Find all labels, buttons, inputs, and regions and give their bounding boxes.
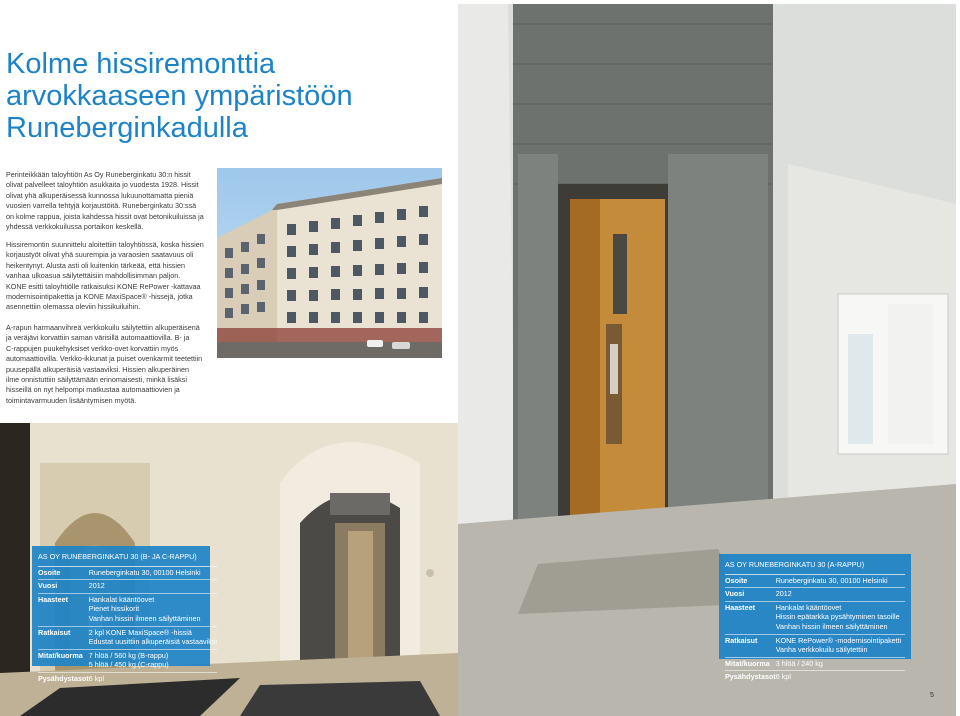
text-line: KONE esitti taloyhtiölle ratkaisuksi KONE RePower -kattavaa — [6, 281, 201, 291]
info-value-line: Vanha verkkokuilu säilytettiin — [775, 645, 868, 655]
info-row — [725, 634, 905, 657]
info-box-title: AS OY RUNEBERGINKATU 30 (B- JA C-RAPPU) — [38, 552, 197, 561]
text-line: asennettiin olemassa oleviin hissikuiluihin. — [6, 302, 141, 312]
info-row — [38, 580, 217, 594]
info-key: Haasteet — [38, 593, 89, 626]
text-line: C-rappujen puukehyksiset verkko-ovet korvattiin myös — [6, 343, 179, 353]
planning-paragraph — [6, 240, 206, 313]
info-value-line: 6 kpl — [775, 672, 791, 682]
text-line: puusepällä alkuperäisiä vastaaviksi. Hissien alkuperäinen — [6, 364, 189, 374]
page-number: 5 — [930, 692, 934, 699]
info-value — [776, 657, 905, 671]
info-row — [38, 672, 217, 685]
info-row — [725, 657, 905, 671]
info-value — [89, 649, 217, 672]
text-line: heikentynyt. Alusta asti oli kuitenkin tärkeää, että hissien — [6, 260, 185, 270]
text-line: on kolme rappua, joista kahdessa hissit ovat betonikuiluissa ja — [6, 211, 204, 221]
info-value-line: 5 hlöä / 450 kg (C-rappu) — [88, 660, 169, 670]
info-key: Vuosi — [725, 588, 776, 602]
text-line: Perinteikkään taloyhtiön As Oy Runeberginkatu 30:n hissit — [6, 170, 191, 179]
info-value-line: KONE RePower® -modernisointipaketti — [775, 635, 902, 645]
info-row — [725, 574, 905, 588]
building-photo — [217, 168, 442, 358]
title-line: Runeberginkadulla — [6, 112, 248, 144]
info-row — [725, 671, 905, 684]
info-key: Ratkaisut — [725, 634, 776, 657]
info-row — [38, 626, 217, 649]
text-line: yhdessä verkkokuilussa portaikon keskellä. — [6, 222, 144, 232]
info-value-line: Runeberginkatu 30, 00100 Helsinki — [775, 575, 888, 585]
info-table — [38, 566, 217, 686]
info-value — [776, 671, 905, 684]
info-value — [776, 634, 905, 657]
info-value-line: Hankalat kääntöovet — [88, 594, 155, 604]
info-table — [725, 574, 905, 684]
building-illustration — [217, 168, 442, 358]
text-line: korjaustyöt olivat yhä suurempia ja varaosien saatavuus oli — [6, 250, 194, 260]
info-key: Haasteet — [725, 601, 776, 634]
text-line: Hissiremontin suunnittelu aloitettiin taloyhtiössä, koska hissien — [6, 240, 204, 249]
info-value-line: 7 hlöä / 560 kg (B-rappu) — [88, 650, 169, 660]
info-row — [725, 588, 905, 602]
info-box-title: AS OY RUNEBERGINKATU 30 (A-RAPPU) — [725, 560, 865, 569]
info-key: Vuosi — [38, 580, 89, 594]
info-value — [776, 574, 905, 588]
info-value-line: 2012 — [88, 581, 105, 591]
info-key: Osoite — [38, 566, 89, 580]
text-line: olivat yhä alkuperäisessä kunnossa lukuunottamatta pieniä — [6, 190, 194, 200]
info-value-line: Hissin epätarkka pysähtyminen tasoille — [775, 612, 900, 622]
info-value-line: 2012 — [775, 589, 792, 599]
info-value-line: Vanhan hissin ilmeen säilyttäminen — [88, 613, 201, 623]
text-line: vuosien varrella tehtyjä korjaustöitä. Runeberginkatu 30:ssä — [6, 201, 197, 211]
text-line: toimintavarmuuden lisääntymisen myötä. — [6, 395, 137, 405]
info-value-line: 6 kpl — [88, 673, 104, 683]
info-value-line: Edustat uusittiin alkuperäisiä vastaaviksi — [88, 637, 217, 647]
text-line: ilme onnistuttiin säilyttämään erinomaisesti, minkä lisäksi — [6, 375, 187, 385]
info-value — [89, 566, 217, 580]
info-key: Ratkaisut — [38, 626, 89, 649]
info-value — [89, 672, 217, 685]
text-line: modernisointipakettia ja KONE MaxiSpace® -hissejä, jotka — [6, 292, 193, 302]
info-value — [776, 588, 905, 602]
info-key: Pysähdystasot — [38, 672, 89, 685]
title-line: arvokkaaseen ympäristöön — [6, 80, 353, 112]
page-title — [6, 48, 426, 144]
text-line: olivat palvelleet taloyhtiön asukkaita jo vuodesta 1928. Hissit — [6, 180, 199, 190]
info-value — [89, 580, 217, 594]
result-paragraph — [6, 323, 206, 406]
info-value-line: 2 kpl KONE MaxiSpace® -hissiä — [88, 627, 192, 637]
info-value-line: Hankalat kääntöovet — [775, 602, 842, 612]
info-row — [38, 593, 217, 626]
info-value — [89, 593, 217, 626]
info-value — [89, 626, 217, 649]
title-line: Kolme hissiremonttia — [6, 48, 276, 80]
info-key: Mitat/kuorma — [38, 649, 89, 672]
text-line: vanhaa ulkoasua säilytettäisiin mahdollisimman paljon. — [6, 271, 181, 281]
info-value-line: Pienet hissikorit — [88, 604, 140, 614]
text-line: ja veräjävi korvattiin saman värisillä automaattiovilla. B- ja — [6, 333, 190, 343]
info-box-a — [719, 554, 911, 682]
info-value-line: Runeberginkatu 30, 00100 Helsinki — [88, 567, 201, 577]
info-value — [776, 601, 905, 634]
info-key: Mitat/kuorma — [725, 657, 776, 671]
info-key: Osoite — [725, 574, 776, 588]
text-line: automaattiovilla. Verkko-ikkunat ja puiset ovenkarmit teetettiin — [6, 354, 203, 364]
text-line: hisseillä on nyt helpompi matkustaa automaattiovien ja — [6, 385, 180, 395]
info-box-bc — [32, 546, 217, 683]
info-row — [725, 601, 905, 634]
intro-paragraph — [6, 170, 206, 232]
info-key: Pysähdystasot — [725, 671, 776, 684]
info-row — [38, 566, 217, 580]
info-row — [38, 649, 217, 672]
text-line: A-rapun harmaanvihreä verkkokuilu säilytettiin alkuperäisenä — [6, 323, 200, 332]
info-value-line: 3 hlöä / 240 kg — [775, 658, 823, 668]
info-value-line: Vanhan hissin ilmeen säilyttäminen — [775, 621, 888, 631]
